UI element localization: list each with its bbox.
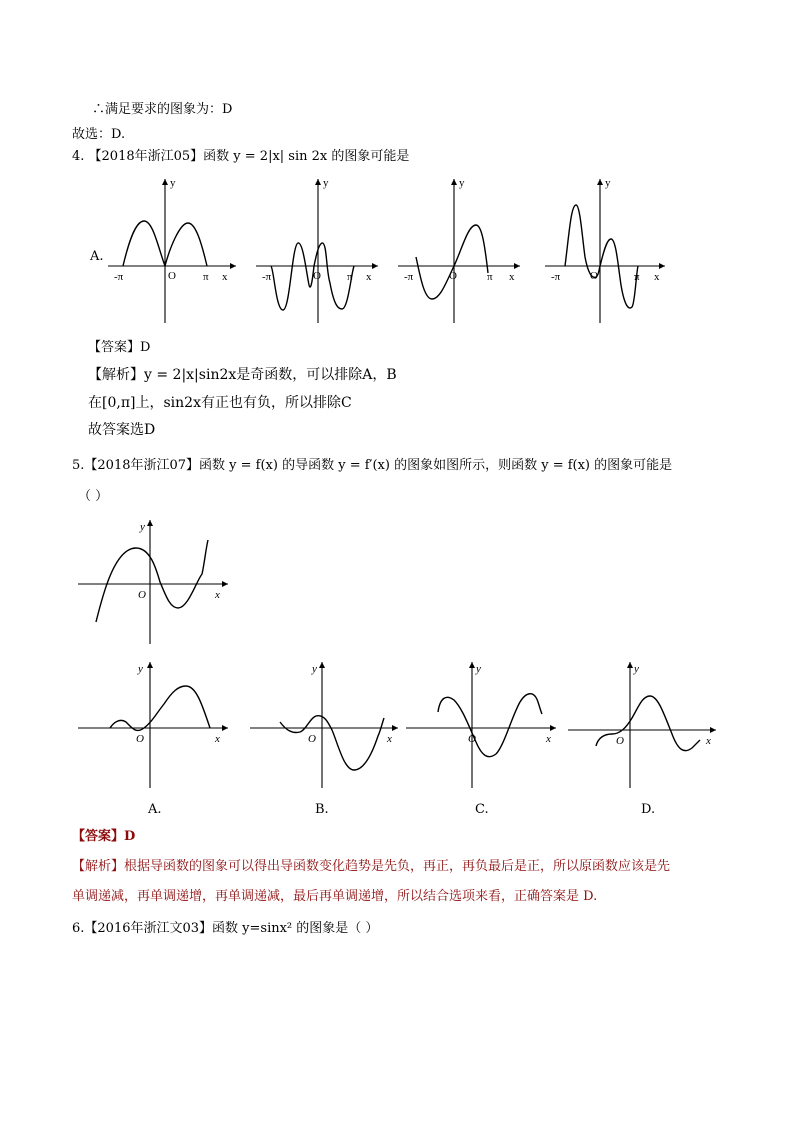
origin-label: O: [168, 270, 176, 282]
y-axis-label: y: [605, 177, 611, 189]
origin-label: O: [308, 733, 316, 745]
q4-answer: 【答案】D: [88, 340, 151, 355]
neg-pi-label: -π: [404, 271, 414, 283]
q4-solution-line1: 【解析】y = 2|x|sin2x是奇函数，可以排除A，B: [88, 367, 397, 383]
q5-graph-b: [250, 660, 402, 790]
x-axis-label: x: [509, 271, 515, 283]
conclusion-line: ∴满足要求的图象为：D: [92, 102, 233, 117]
origin-label: O: [313, 270, 321, 282]
q4-solution-line2: 在[0,π]上，sin2x有正也有负，所以排除C: [88, 395, 352, 411]
y-axis-label: y: [459, 177, 465, 189]
q4-solution-line3: 故答案选D: [88, 422, 156, 438]
q5-option-c-label: C.: [475, 802, 489, 817]
pi-label: π: [634, 271, 640, 283]
q5-graph-d: [568, 660, 720, 790]
x-axis-label: x: [546, 733, 551, 745]
q5-graph-a: [78, 660, 230, 790]
y-axis-label: y: [170, 177, 176, 189]
y-axis-label: y: [634, 663, 639, 675]
origin-label: O: [468, 733, 476, 745]
y-axis-label: y: [323, 177, 329, 189]
neg-pi-label: -π: [262, 271, 272, 283]
q5-analysis-line1: 【解析】根据导函数的图象可以得出导函数变化趋势是先负，再正，再负最后是正，所以原函数应该是先: [72, 859, 671, 874]
q4-option-a-label: A.: [90, 249, 104, 264]
origin-label: O: [616, 735, 624, 747]
q5-derivative-graph: [78, 518, 230, 646]
q5-answer: 【答案】D: [72, 829, 136, 844]
q5-analysis-line2: 单调递减，再单调递增，再单调递减，最后再单调递增，所以结合选项来看，正确答案是 D.: [72, 889, 598, 904]
origin-label: O: [138, 589, 146, 601]
q5-option-b-label: B.: [315, 802, 329, 817]
x-axis-label: x: [654, 271, 660, 283]
q5-option-d-label: D.: [641, 802, 656, 817]
q5-graph-c: [406, 660, 558, 790]
pi-label: π: [487, 271, 493, 283]
x-axis-label: x: [215, 589, 220, 601]
y-axis-label: y: [140, 521, 145, 533]
origin-label: O: [590, 270, 598, 282]
x-axis-label: x: [215, 733, 220, 745]
x-axis-label: x: [366, 271, 372, 283]
y-axis-label: y: [138, 663, 143, 675]
neg-pi-label: -π: [551, 271, 561, 283]
pi-label: π: [203, 271, 209, 283]
q4-graph-d: [545, 175, 669, 325]
q5-stem: 5.【2018年浙江07】函数 y = f(x) 的导函数 y = f′(x) 的图象如图所示，则函数 y = f(x) 的图象可能是: [72, 458, 673, 473]
q4-graph-a: [108, 175, 238, 325]
x-axis-label: x: [706, 735, 711, 747]
q6-stem: 6.【2016年浙江文03】函数 y=sinx² 的图象是（ ）: [72, 921, 379, 936]
x-axis-label: x: [387, 733, 392, 745]
pi-label: π: [347, 271, 353, 283]
neg-pi-label: -π: [114, 271, 124, 283]
x-axis-label: x: [222, 271, 228, 283]
origin-label: O: [449, 270, 457, 282]
q4-graph-b: [256, 175, 380, 325]
q4-stem: 4. 【2018年浙江05】函数 y = 2|x| sin 2x 的图象可能是: [72, 149, 410, 164]
choice-line: 故选：D.: [72, 127, 126, 142]
y-axis-label: y: [476, 663, 481, 675]
origin-label: O: [136, 733, 144, 745]
q4-graph-c: [398, 175, 522, 325]
y-axis-label: y: [312, 663, 317, 675]
q5-option-a-label: A.: [148, 802, 162, 817]
q5-paren: （ ）: [78, 489, 109, 504]
